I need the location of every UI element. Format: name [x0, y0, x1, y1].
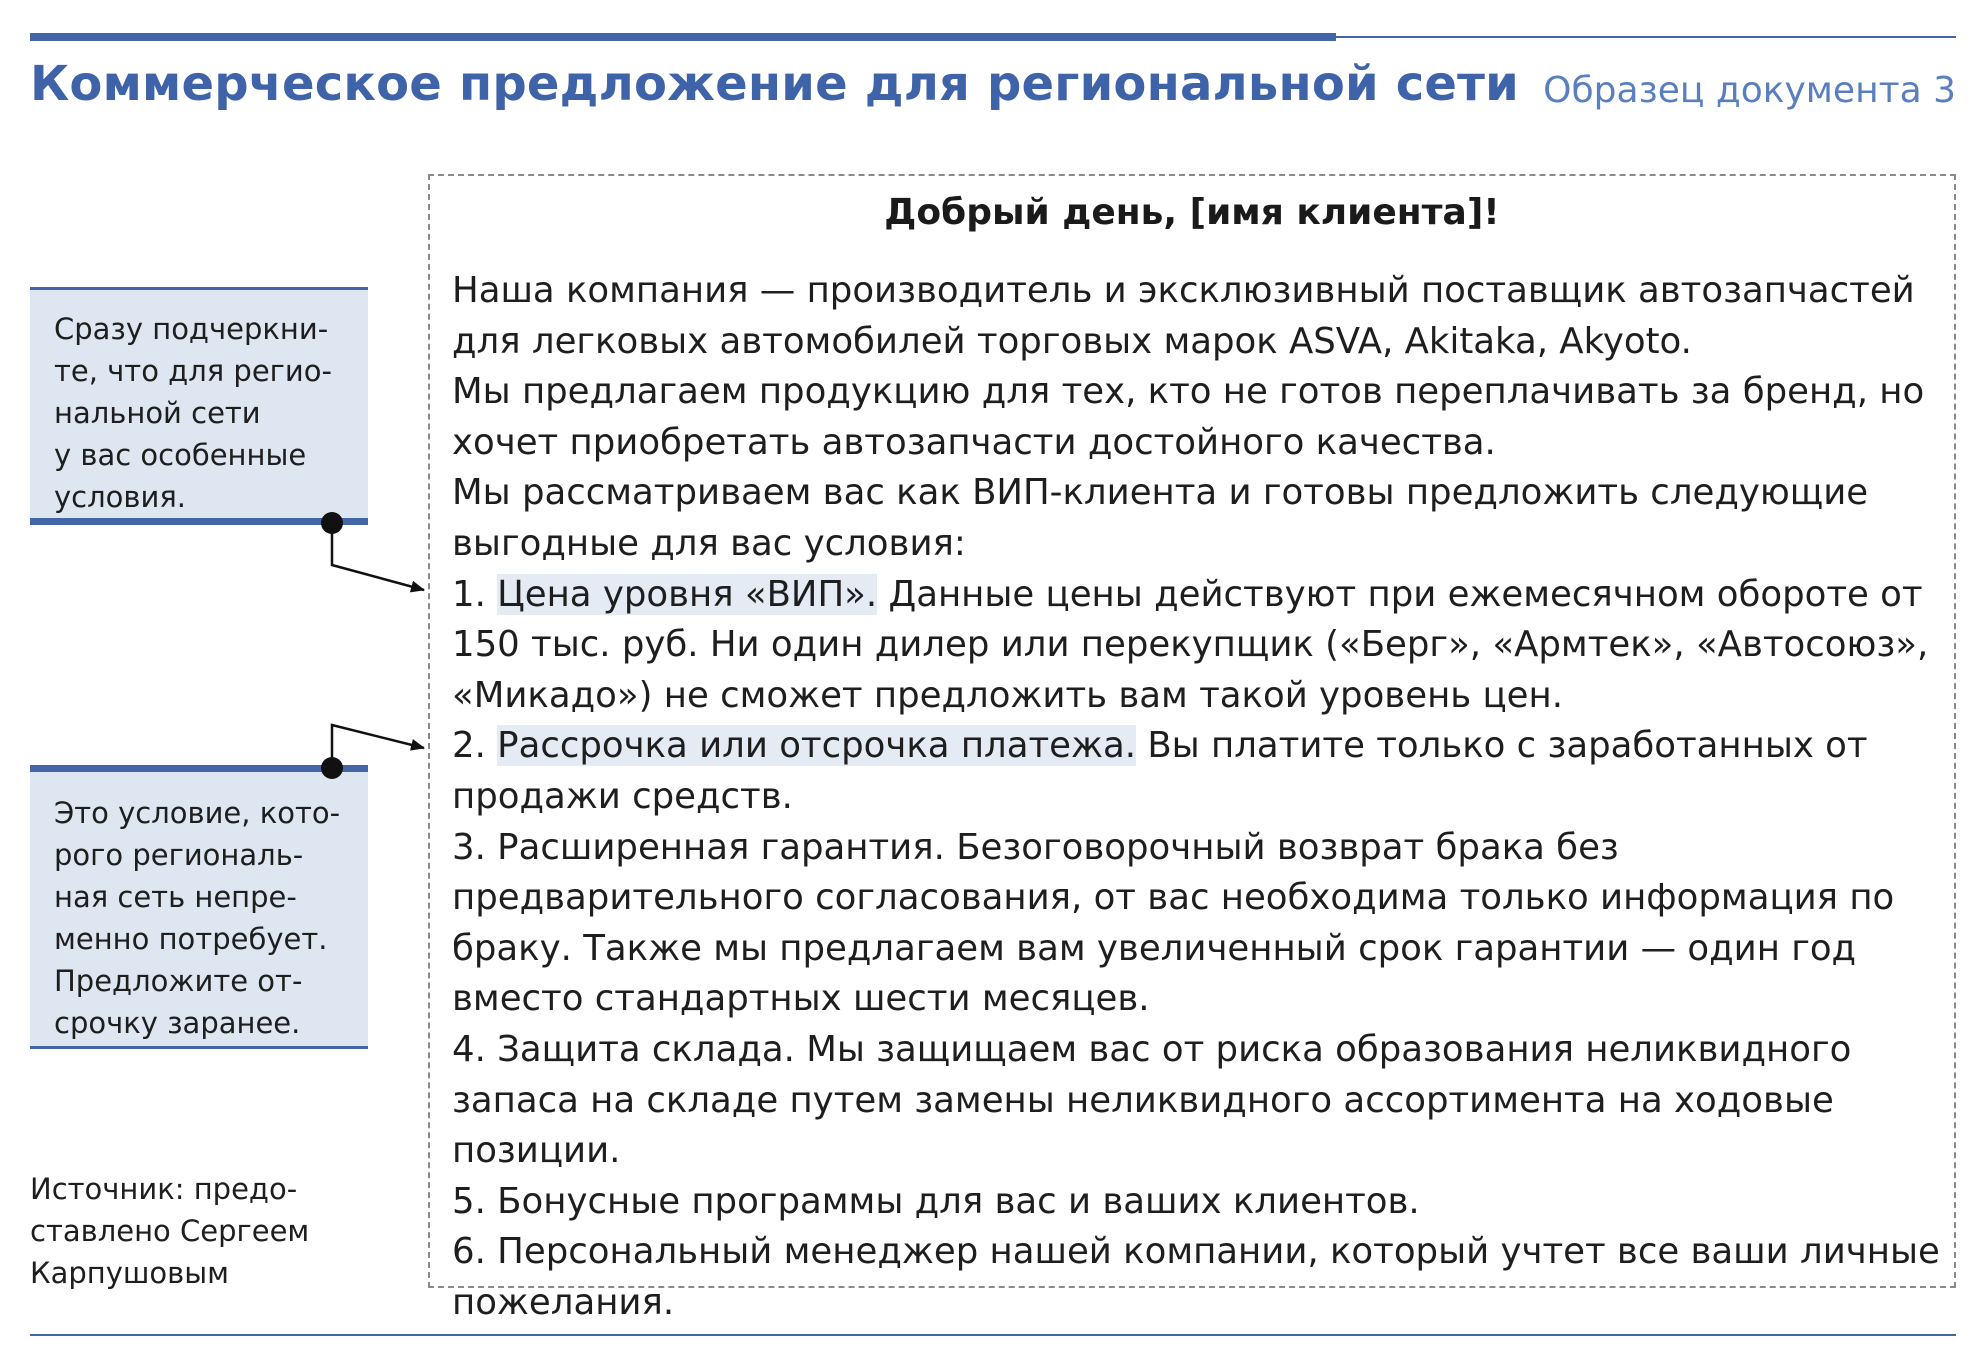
callout-line: Сразу подчеркни- [54, 312, 329, 346]
item-heading: Защита склада. [497, 1028, 795, 1070]
source-line: Карпушовым [30, 1256, 230, 1290]
connector-arrow [332, 523, 424, 590]
item-number: 3. [452, 826, 486, 868]
item-number: 2. [452, 725, 486, 767]
item-number: 1. [452, 573, 486, 615]
source-line: Источник: предо- [30, 1172, 298, 1206]
callout-line: ная сеть непре- [54, 880, 297, 914]
item-text: Вы платите только с заработанных от продажи средств. [452, 725, 1868, 817]
callout-line: Предложите от- [54, 964, 303, 998]
item-heading: Персональный менеджер нашей компании, который учтет все ваши личные пожелания. [452, 1231, 1940, 1323]
item-number: 5. [452, 1180, 486, 1222]
item-heading: Бонусные программы для вас и ваших клиентов. [497, 1180, 1420, 1222]
callout-line: у вас особенные [54, 438, 307, 472]
item-heading: Расширенная гарантия. [497, 826, 945, 868]
callout-line: нальной сети [54, 396, 261, 430]
document-label: Образец документа 3 [1543, 70, 1956, 111]
callout-line: Это условие, кото- [54, 796, 341, 830]
letter-greeting: Добрый день, [имя клиента]! [884, 192, 1500, 233]
item-number: 6. [452, 1231, 486, 1273]
callout-line: рого региональ- [54, 838, 304, 872]
letter-paragraph: Наша компания — производитель и эксклюзивный поставщик автозапчастей для легковых автомобилей торговых марок ASVA, Akitaka, Akyoto. [452, 270, 1915, 362]
item-text: Данные цены действуют при ежемесячном обороте от 150 тыс. руб. Ни один дилер или перекупщик («Берг», «Армтек», «Автосоюз», «Микадо») не сможет предложить вам такой уровень цен. [452, 573, 1929, 716]
item-heading-highlighted: Цена уровня «ВИП». [497, 573, 878, 615]
callout-line: условия. [54, 480, 186, 514]
letter-paragraph: Мы предлагаем продукцию для тех, кто не готов переплачивать за бренд, но хочет приобретать автозапчасти достойного качества. [452, 371, 1925, 463]
bottom-rule [30, 1334, 1956, 1336]
letter-paragraph: Мы рассматриваем вас как ВИП-клиента и готовы предложить следующие выгодные для вас условия: [452, 472, 1869, 564]
connector-2 [321, 725, 424, 779]
callout-line: те, что для регио- [54, 354, 332, 388]
item-heading-highlighted: Рассрочка или отсрочка платежа. [497, 725, 1137, 767]
source-line: ставлено Сергеем [30, 1214, 310, 1248]
page-title: Коммерческое предложение для региональной сети [30, 56, 1519, 112]
item-number: 4. [452, 1028, 486, 1070]
callout-line: срочку заранее. [54, 1006, 301, 1040]
callout-line: менно потребует. [54, 922, 328, 956]
item-text: Мы защищаем вас от риска образования неликвидного запаса на складе путем замены неликвидного ассортимента на ходовые позиции. [452, 1028, 1852, 1172]
item-text: Безоговорочный возврат брака без предварительного согласования, от вас необходима только информация по браку. Также мы предлагаем вам увеличенный срок гарантии — один год вместо стандартных шести месяцев. [452, 826, 1895, 1020]
connector-1 [321, 512, 424, 590]
connector-arrow [332, 725, 424, 768]
